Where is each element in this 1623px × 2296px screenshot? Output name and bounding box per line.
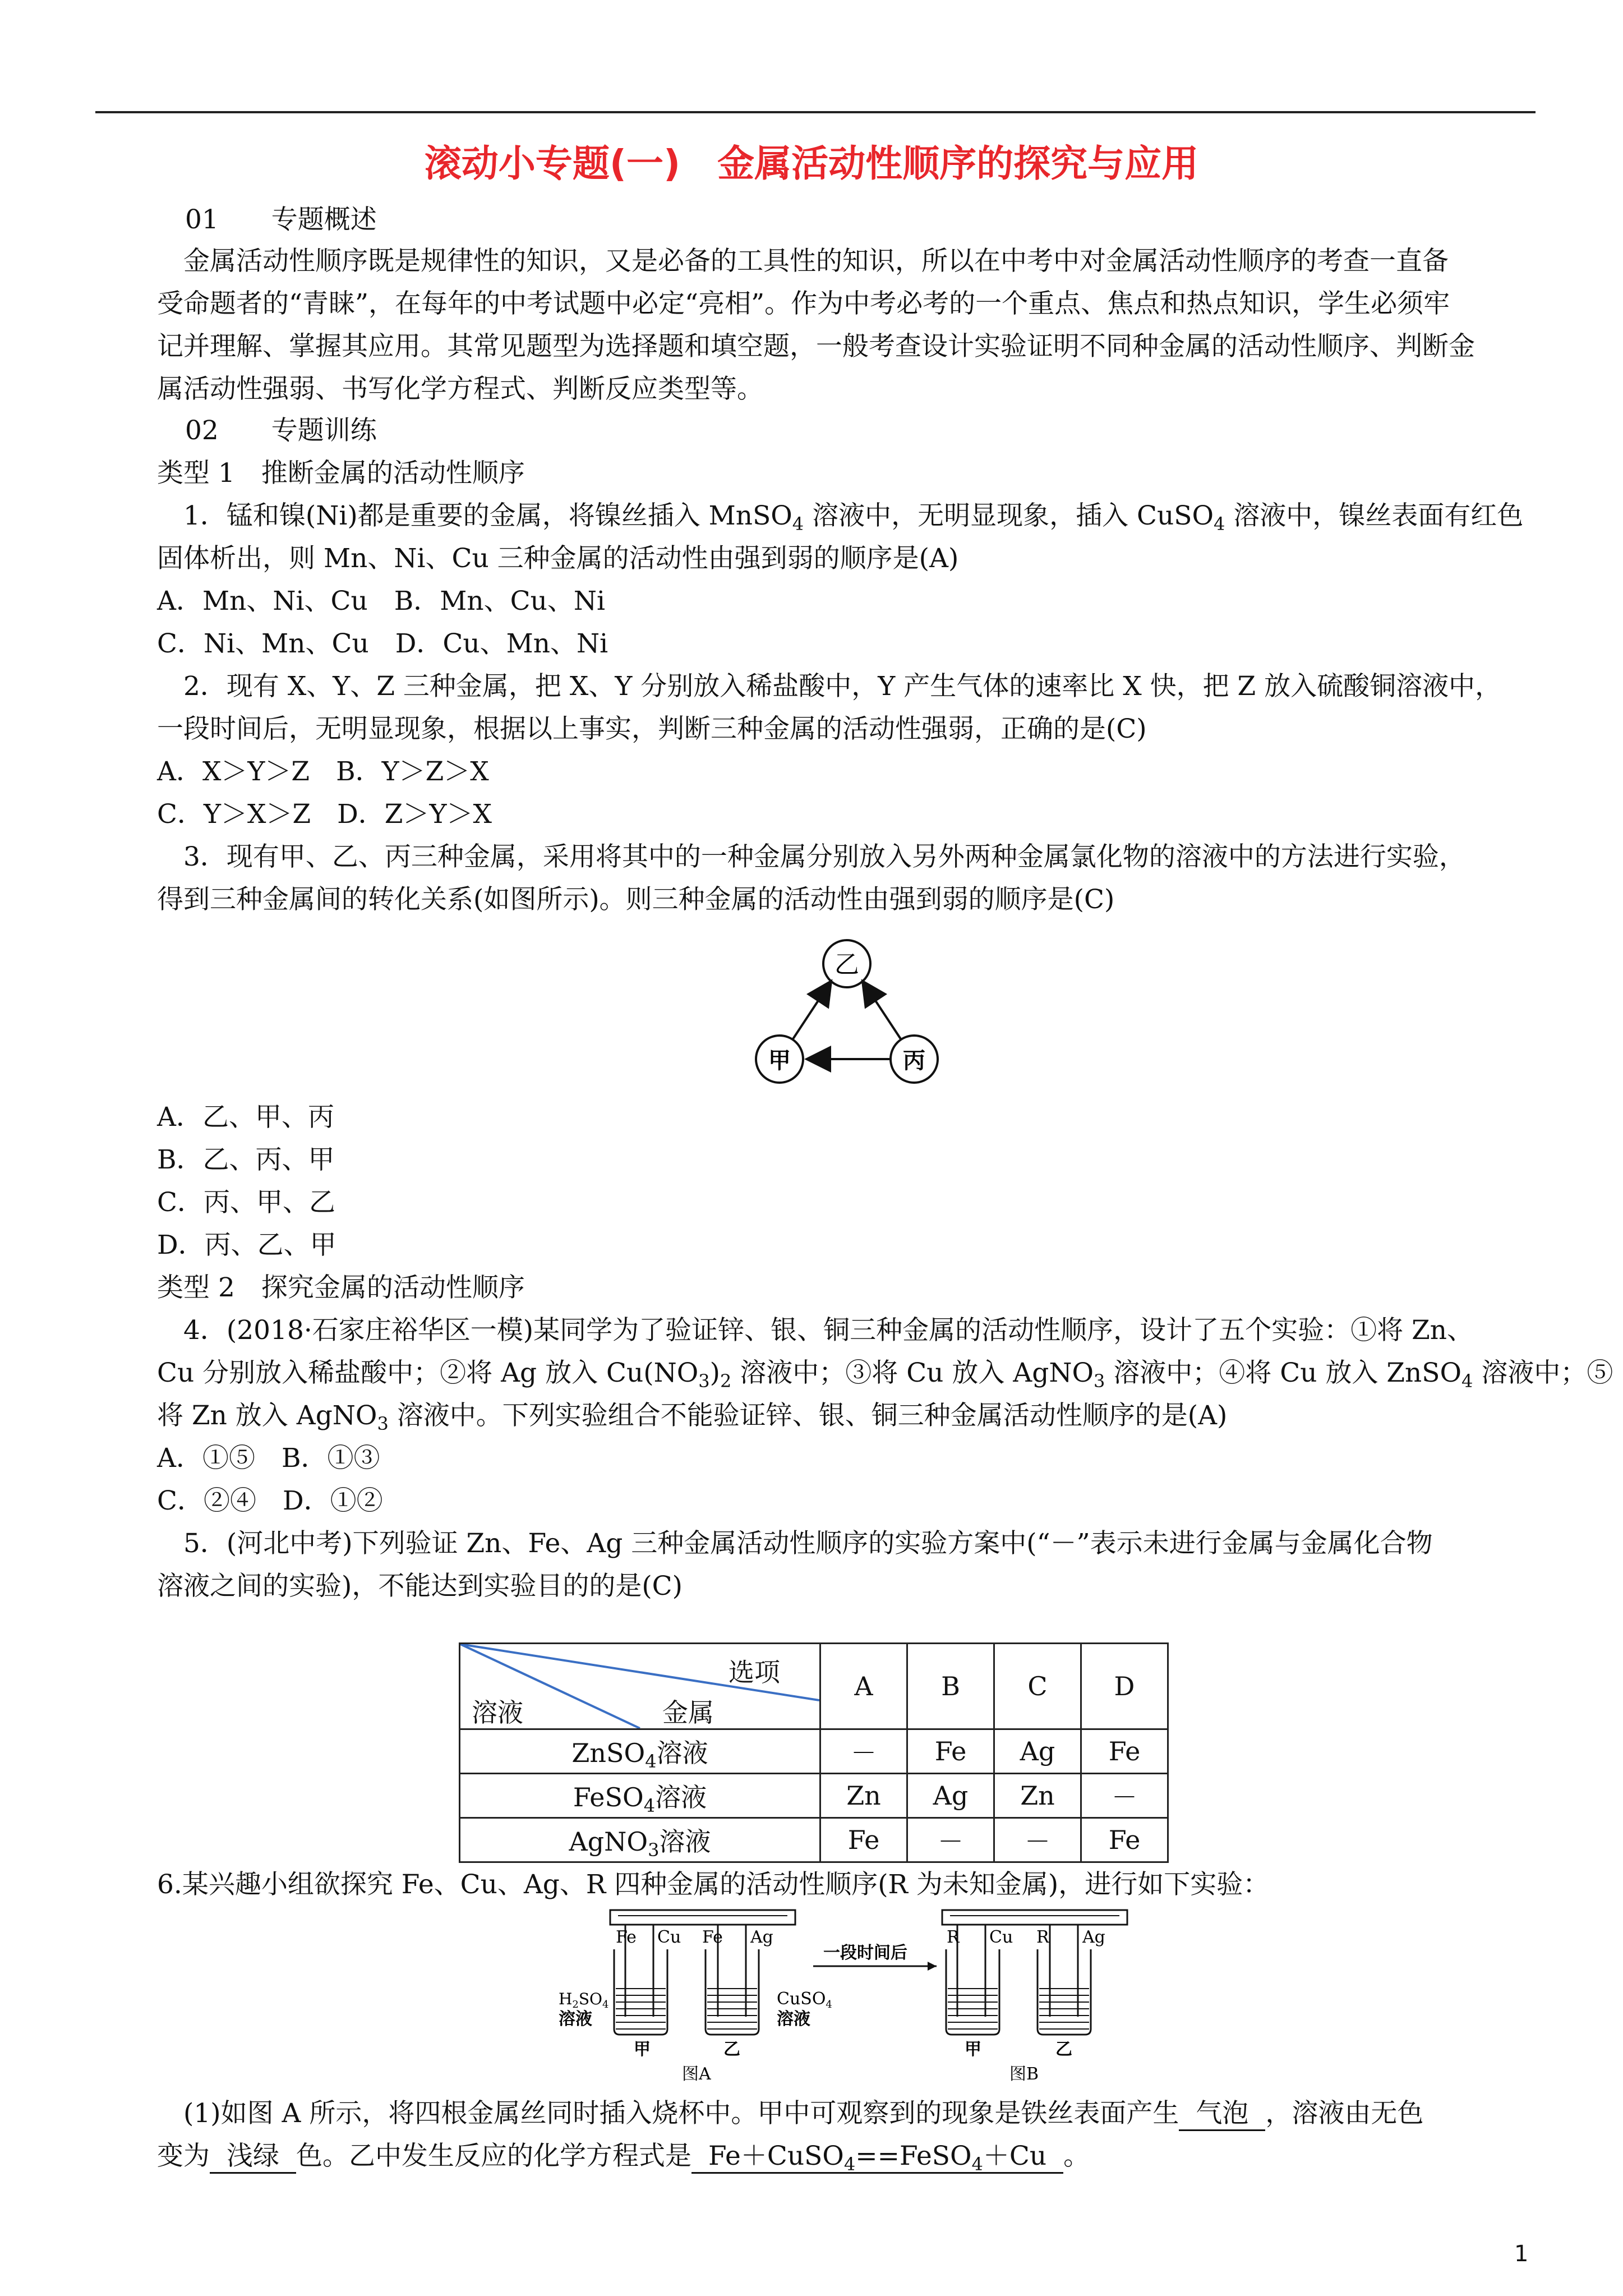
q3-option-b: B．乙、丙、甲: [157, 1144, 335, 1175]
fig-b-beaker-yi: 乙: [1055, 2040, 1072, 2059]
q2-line-2: 一段时间后，无明显现象，根据以上事实，判断三种金属的活动性强弱，正确的是(C): [157, 714, 1147, 744]
fig-b-wire-1: R: [947, 1927, 960, 1947]
row-label: FeSO$_4$溶液: [460, 1774, 820, 1818]
corner-label-solution: 溶液: [472, 1697, 523, 1728]
time-arrow-head: [928, 1962, 937, 1971]
figure-a: [559, 1910, 832, 2084]
type1-heading: 类型 1 推断金属的活动性顺序: [157, 458, 525, 489]
table-header-row: [460, 1644, 1168, 1729]
fig-a-beaker-jia: 甲: [634, 2040, 651, 2059]
answer-blank-bubbles: 气泡: [1179, 2098, 1265, 2131]
q1-options-1: A．Mn、Ni、Cu B．Mn、Cu、Ni: [157, 586, 606, 616]
row-label: ZnSO$_4$溶液: [460, 1729, 820, 1774]
corner-label-metal: 金属: [662, 1697, 714, 1728]
q5-line-1: 5．(河北中考)下列验证 Zn、Fe、Ag 三种金属活动性顺序的实验方案中(“－”表示未进行金属与金属化合物: [157, 1528, 1433, 1559]
overview-line-4: 属活动性强弱、书写化学方程式、判断反应类型等。: [157, 374, 763, 404]
fig-b-caption: 图B: [1009, 2064, 1039, 2084]
section-overview-heading: 01 专题概述: [185, 204, 377, 235]
table-cell: －: [907, 1818, 994, 1862]
type2-heading: 类型 2 探究金属的活动性顺序: [157, 1272, 525, 1303]
fig-b-beaker-jia: 甲: [965, 2040, 981, 2059]
corner-label-options: 选项: [728, 1657, 780, 1687]
fig-a-beaker-yi: 乙: [723, 2040, 740, 2059]
fig-a-wire-1: Fe: [616, 1927, 637, 1947]
fig-a-left-solution-2: 溶液: [559, 2009, 592, 2029]
q6-line-1: 6.某兴趣小组欲探究 Fe、Cu、Ag、R 四种金属的活动性顺序(R 为未知金属)，进行如下实验：: [157, 1869, 1270, 1900]
q4-line-2: Cu 分别放入稀盐酸中；②将 Ag 放入 $Cu(NO_3)_2$ 溶液中；③将 Cu 放入 AgNO$_3$ 溶液中；④将 Cu 放入 ZnSO$_4$ 溶液中；⑤: [157, 1358, 1613, 1392]
q4-line-3: 将 Zn 放入 AgNO$_3$ 溶液中。下列实验组合不能验证锌、银、铜三种金属活动性顺序的是(A): [157, 1400, 1228, 1434]
table-cell: Ag: [907, 1774, 994, 1818]
q2-options-1: A．X＞Y＞Z B．Y＞Z＞X: [157, 756, 489, 787]
fig-a-right-solution-2: 溶液: [777, 2009, 810, 2029]
table-cell: －: [994, 1818, 1081, 1862]
col-header-b: B: [907, 1644, 994, 1729]
section-training-heading: 02 专题训练: [185, 415, 377, 446]
overview-line-3: 记并理解、掌握其应用。其常见题型为选择题和填空题，一般考查设计实验证明不同种金属的活动性顺序、判断金: [157, 331, 1475, 362]
col-header-a: A: [820, 1644, 907, 1729]
col-header-d: D: [1081, 1644, 1168, 1729]
table-cell: Fe: [907, 1729, 994, 1774]
q1-options-2: C．Ni、Mn、Cu D．Cu、Mn、Ni: [157, 628, 608, 659]
col-header-c: C: [994, 1644, 1081, 1729]
q6-part1-line-2: 变为 浅绿 色。乙中发生反应的化学方程式是 Fe＋CuSO$_4$==FeSO$_4$＋Cu 。: [157, 2141, 1090, 2175]
node-yi-label: 乙: [834, 950, 859, 979]
table-cell: Ag: [994, 1729, 1081, 1774]
q3-option-d: D．丙、乙、甲: [157, 1230, 336, 1260]
q4-line-1: 4．(2018·石家庄裕华区一模)某同学为了验证锌、银、铜三种金属的活动性顺序，设计了五个实验：①将 Zn、: [157, 1315, 1473, 1346]
answer-blank-color: 浅绿: [210, 2141, 296, 2174]
q2-options-2: C．Y＞X＞Z D．Z＞Y＞X: [157, 799, 492, 830]
top-rule: [95, 111, 1536, 113]
q3-conversion-diagram: [746, 931, 948, 1094]
table-row: [460, 1818, 1168, 1862]
figure-b: [942, 1910, 1127, 2084]
answer-blank-equation: Fe＋CuSO$_4$==FeSO$_4$＋Cu: [691, 2141, 1063, 2174]
fig-a-right-solution: CuSO$_4$: [777, 1989, 832, 2010]
q6-experiment-figure: [555, 1904, 1138, 2084]
fig-b-wire-4: Ag: [1082, 1927, 1105, 1947]
table-cell: Fe: [820, 1818, 907, 1862]
q3-option-c: C．丙、甲、乙: [157, 1187, 335, 1218]
fig-a-wire-4: Ag: [750, 1927, 773, 1947]
overview-line-1: 金属活动性顺序既是规律性的知识，又是必备的工具性的知识，所以在中考中对金属活动性顺序的考查一直备: [157, 246, 1449, 277]
table-cell: Zn: [820, 1774, 907, 1818]
table-cell: Fe: [1081, 1818, 1168, 1862]
fig-b-wire-3: R: [1036, 1927, 1049, 1947]
table-corner-cell: [460, 1644, 820, 1729]
overview-line-2: 受命题者的“青睐”，在每年的中考试题中必定“亮相”。作为中考必考的一个重点、焦点和热点知识，学生必须牢: [157, 288, 1450, 319]
node-jia-label: 甲: [768, 1048, 791, 1074]
q4-options-2: C．②④ D．①②: [157, 1485, 383, 1516]
fig-b-wire-2: Cu: [989, 1927, 1013, 1947]
time-arrow-label: 一段时间后: [823, 1943, 907, 1963]
fig-a-wire-3: Fe: [702, 1927, 723, 1947]
page-title: 滚动小专题(一) 金属活动性顺序的探究与应用: [424, 142, 1199, 185]
fig-a-wire-2: Cu: [657, 1927, 681, 1947]
table-row: [460, 1729, 1168, 1774]
q5-options-table: [459, 1642, 1169, 1863]
q4-options-1: A．①⑤ B．①③: [157, 1443, 380, 1474]
node-bing-label: 丙: [903, 1048, 925, 1074]
table-cell: －: [1081, 1774, 1168, 1818]
arrow-jia-to-yi: [793, 983, 830, 1039]
table-row: [460, 1774, 1168, 1818]
page-number: 1: [1514, 2241, 1529, 2267]
q3-line-1: 3．现有甲、乙、丙三种金属，采用将其中的一种金属分别放入另外两种金属氯化物的溶液中的方法进行实验，: [157, 841, 1465, 872]
q5-line-2: 溶液之间的实验)，不能达到实验目的的是(C): [157, 1571, 683, 1602]
table-cell: －: [820, 1729, 907, 1774]
arrow-bing-to-yi: [864, 983, 901, 1039]
q1-line-2: 固体析出，则 Mn、Ni、Cu 三种金属的活动性由强到弱的顺序是(A): [157, 543, 959, 574]
q2-line-1: 2．现有 X、Y、Z 三种金属，把 X、Y 分别放入稀盐酸中，Y 产生气体的速率比 X 快，把 Z 放入硫酸铜溶液中，: [157, 671, 1502, 702]
q1-line-1: 1．锰和镍(Ni)都是重要的金属，将镍丝插入 MnSO$_4$ 溶液中，无明显现象，插入 CuSO$_4$ 溶液中，镍丝表面有红色: [157, 500, 1524, 535]
table-cell: Fe: [1081, 1729, 1168, 1774]
table-cell: Zn: [994, 1774, 1081, 1818]
q3-line-2: 得到三种金属间的转化关系(如图所示)。则三种金属的活动性由强到弱的顺序是(C): [157, 884, 1115, 915]
fig-a-caption: 图A: [682, 2064, 711, 2084]
q6-part1-line-1: (1)如图 A 所示，将四根金属丝同时插入烧杯中。甲中可观察到的现象是铁丝表面产生 气泡 ，溶液由无色: [157, 2097, 1423, 2131]
fig-a-left-solution: $H_2SO_4$: [559, 1990, 609, 2010]
q3-option-a: A．乙、甲、丙: [157, 1102, 334, 1133]
row-label: AgNO$_3$溶液: [460, 1818, 820, 1862]
